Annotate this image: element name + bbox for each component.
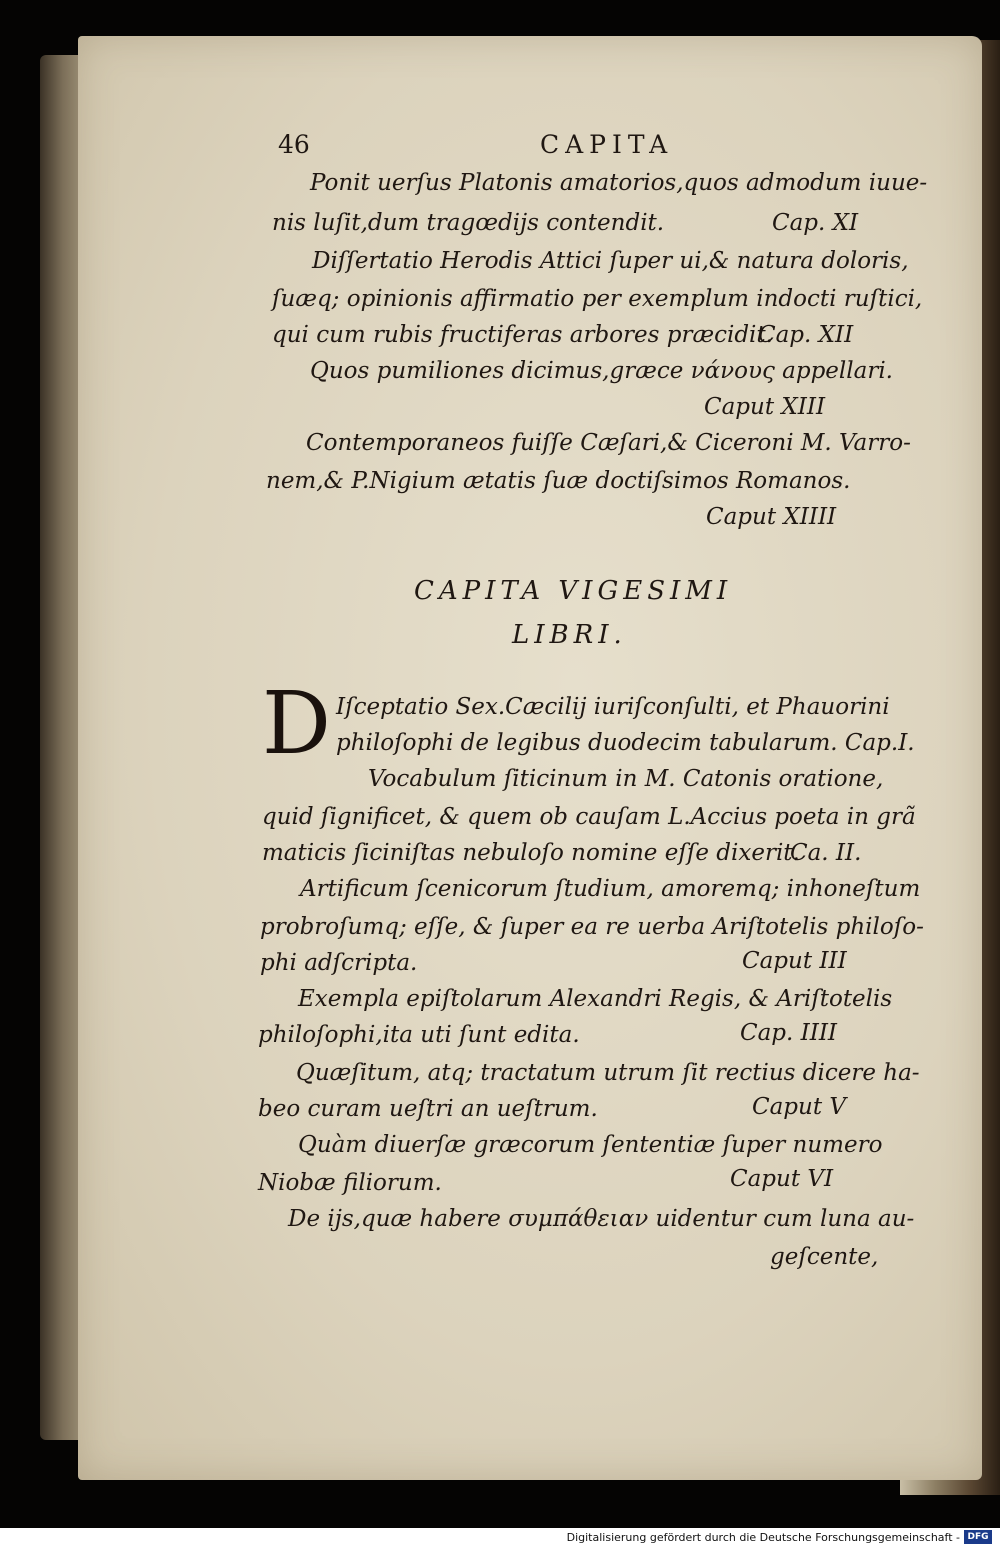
text-line: Vocabulum ſiticinum in M. Catonis oratione, xyxy=(368,766,884,792)
running-title: CAPITA xyxy=(540,130,674,159)
text-line: Quos pumiliones dicimus,græce νάνους appellari. xyxy=(310,358,893,384)
text-line: Artificum ſcenicorum ſtudium, amoremq; inhoneſtum xyxy=(300,876,921,902)
text-line: qui cum rubis fructiferas arbores præcidit. xyxy=(272,322,773,348)
chapter-ref: Caput V xyxy=(752,1094,847,1120)
text-line: maticis ſiciniſtas nebuloſo nomine eſſe dixerit. xyxy=(262,840,800,866)
text-line: nis luſit,dum tragœdijs contendit. xyxy=(272,210,665,236)
catchword: geſcente, xyxy=(770,1244,879,1270)
chapter-ref: Caput XIIII xyxy=(706,504,837,530)
chapter-ref: Cap. XI xyxy=(772,210,859,236)
footer-credit: Digitalisierung gefördert durch die Deutsche Forschungsgemeinschaft - xyxy=(566,1531,960,1544)
chapter-ref: Ca. II. xyxy=(790,840,862,866)
text-line: ſuæq; opinionis affirmatio per exemplum indocti ruſtici, xyxy=(272,286,923,312)
text-line: Quàm diuerſæ græcorum ſententiæ ſuper numero xyxy=(298,1132,883,1158)
text-line: philoſophi de legibus duodecim tabularum. Cap.I. xyxy=(336,730,915,756)
section-title-line2: LIBRI. xyxy=(512,620,627,650)
chapter-ref: Caput VI xyxy=(730,1166,834,1192)
text-line: Ponit uerſus Platonis amatorios,quos admodum iuue- xyxy=(310,170,928,196)
text-line: De ijs,quæ habere συμπάθειαν uidentur cum luna au- xyxy=(288,1206,915,1232)
dfg-logo-icon: DFG xyxy=(964,1530,992,1544)
text-line: Niobæ filiorum. xyxy=(258,1170,442,1196)
text-line: philoſophi,ita uti ſunt edita. xyxy=(258,1022,580,1048)
text-line: quid ſignificet, & quem ob cauſam L.Accius poeta in grã xyxy=(262,804,916,830)
text-line: Exempla epiſtolarum Alexandri Regis, & Ariſtotelis xyxy=(298,986,893,1012)
text-line: beo curam ueſtri an ueſtrum. xyxy=(258,1096,598,1122)
section-title-line1: CAPITA VIGESIMI xyxy=(414,576,733,606)
text-line: phi adſcripta. xyxy=(260,950,418,976)
chapter-ref: Cap. XII xyxy=(758,322,854,348)
text-line: probroſumq; eſſe, & ſuper ea re uerba Ariſtotelis philoſo- xyxy=(260,914,924,940)
chapter-ref: Cap. IIII xyxy=(740,1020,837,1046)
page-number: 46 xyxy=(278,130,310,159)
text-line: nem,& P.Nigium ætatis ſuæ doctiſsimos Romanos. xyxy=(266,468,851,494)
digitization-footer xyxy=(0,1528,1000,1547)
text-line: Contemporaneos fuiſſe Cæſari,& Ciceroni M. Varro- xyxy=(306,430,911,456)
text-line: Quæſitum, atq; tractatum utrum ſit rectius dicere ha- xyxy=(296,1060,920,1086)
drop-cap-initial: D xyxy=(262,674,331,774)
chapter-ref: Caput XIII xyxy=(704,394,826,420)
chapter-ref: Caput III xyxy=(742,948,847,974)
text-line: Iſceptatio Sex.Cæcilij iuriſconſulti, et Phauorini xyxy=(336,694,890,720)
text-line: Diſſertatio Herodis Attici ſuper ui,& natura doloris, xyxy=(312,248,909,274)
